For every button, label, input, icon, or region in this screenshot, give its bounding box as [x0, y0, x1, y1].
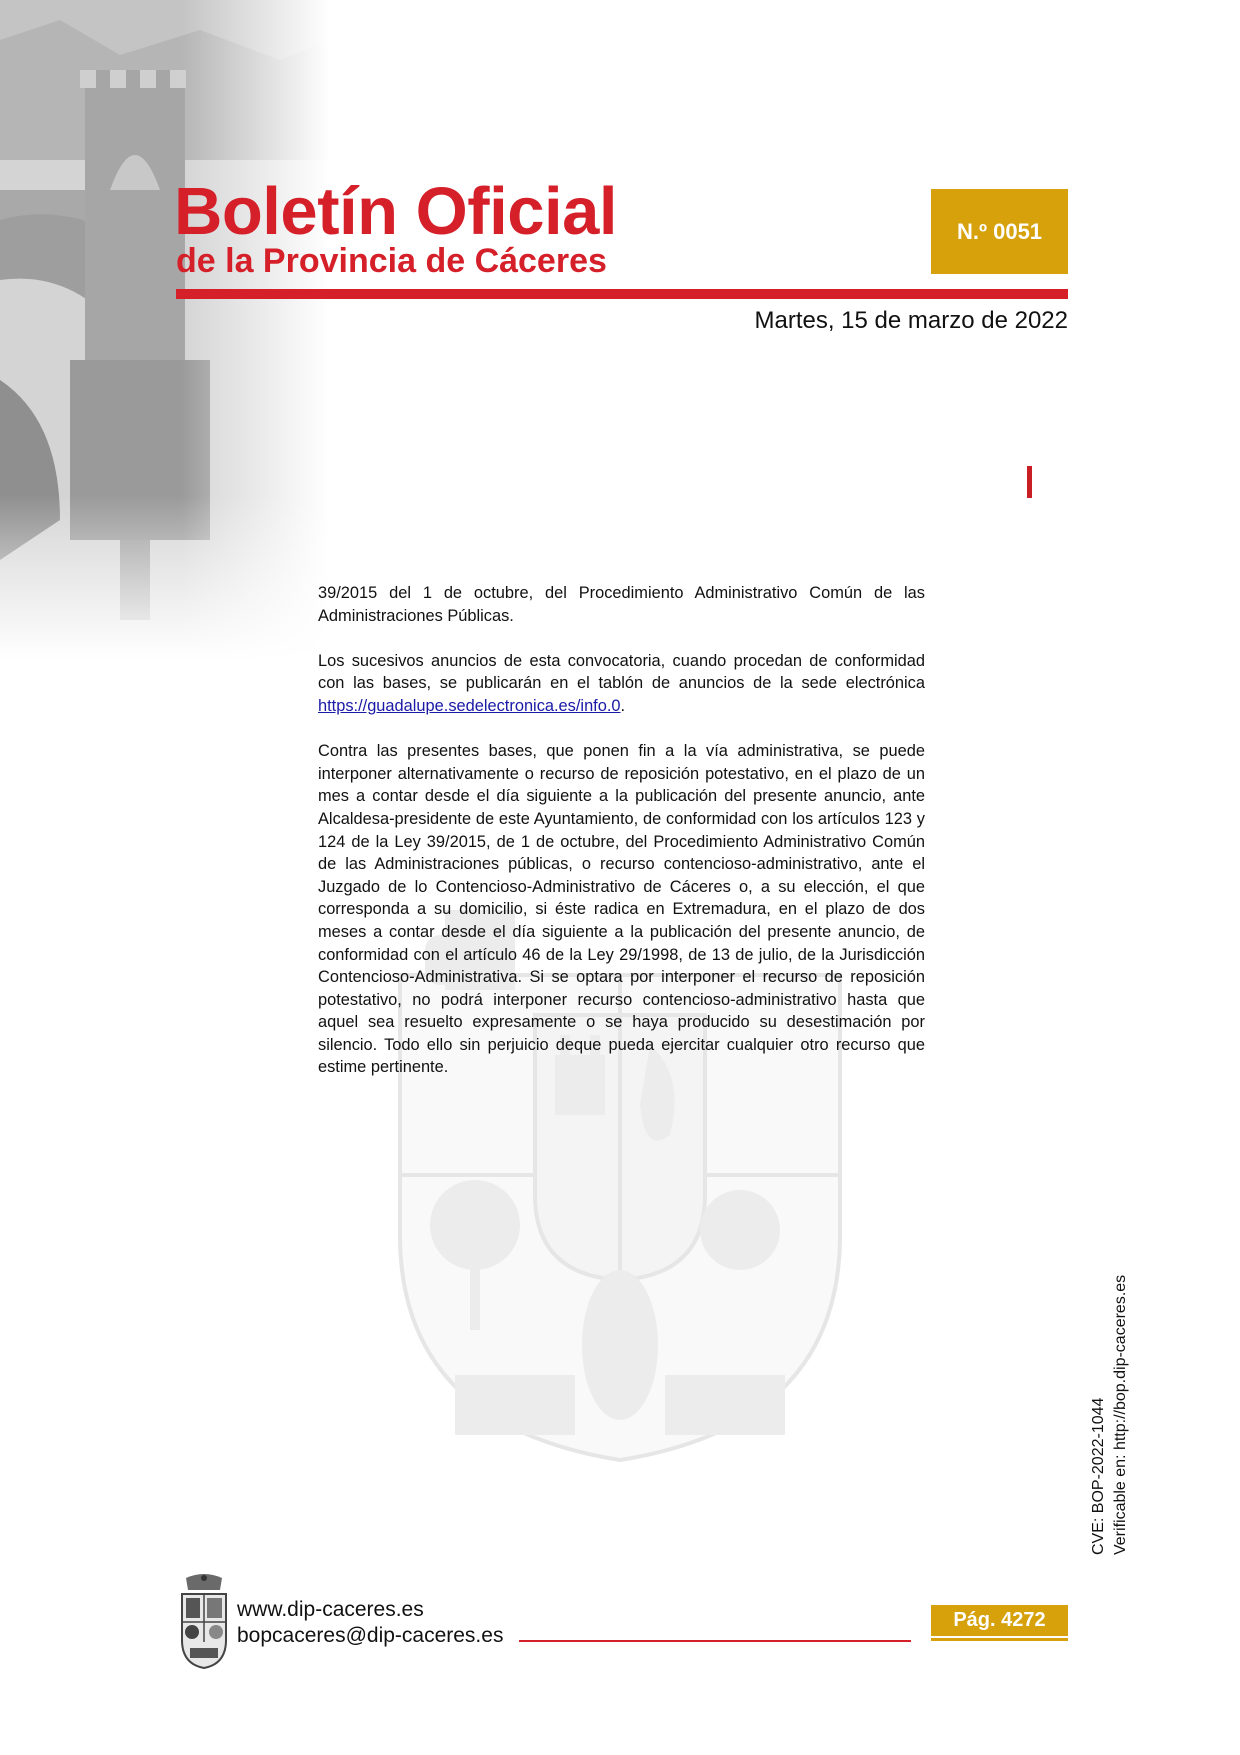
- footer-divider: [519, 1640, 911, 1642]
- footer-contact: [237, 1597, 503, 1649]
- header-background-photo: [0, 0, 330, 660]
- footer-email[interactable]: bopcaceres@dip-caceres.es: [237, 1624, 504, 1647]
- publication-title: Boletín Oficial: [174, 174, 617, 249]
- paragraph: [318, 650, 925, 718]
- page-number-badge: [931, 1605, 1068, 1636]
- issue-date: Martes, 15 de marzo de 2022: [754, 307, 1068, 334]
- sede-electronica-link[interactable]: https://guadalupe.sedelectronica.es/info.0: [318, 696, 621, 715]
- diputacion-logo: [176, 1572, 232, 1672]
- cve-code: CVE: BOP-2022-1044: [1090, 1397, 1107, 1555]
- paragraph-text: Los sucesivos anuncios de esta convocatoria, cuando procedan de conformidad con las bases, se publicarán en el tablón de anuncios de la sede electrónica: [318, 651, 925, 693]
- header-divider: [176, 289, 1068, 299]
- paragraph: 39/2015 del 1 de octubre, del Procedimiento Administrativo Común de las Administraciones Públicas.: [318, 584, 925, 625]
- page-badge-underline: [931, 1638, 1068, 1641]
- section-marker: [1027, 466, 1032, 498]
- verification-url: Verificable en: http://bop.dip-caceres.es: [1112, 1274, 1129, 1555]
- announcement-body: [318, 582, 925, 1102]
- issue-number-badge: [931, 189, 1068, 274]
- paragraph-text: .: [620, 696, 626, 715]
- verification-block: [1090, 1255, 1192, 1555]
- paragraph: Contra las presentes bases, que ponen fin a la vía administrativa, se puede interponer alternativamente o recurso de reposición potestativo, en el plazo de un mes a contar desde el día siguiente a la publicación del presente anuncio, ante Alcaldesa-presidente de este Ayuntamiento, de conformidad con los artículos 123 y 124 de la Ley 39/2015, de 1 de octubre, del Procedimiento Administrativo Común de las Administraciones públicas, o recurso contencioso-administrativo, ante el Juzgado de lo Contencioso-Administrativo de Cáceres o, a su elección, el que corresponda a su domicilio, si éste radica en Extremadura, en el plazo de dos meses a contar desde el día siguiente a la publicación del presente anuncio, de conformidad con el artículo 46 de la Ley 29/1998, de 13 de julio, de la Jurisdicción Contencioso-Administrativa. Si se optara por interponer el recurso de reposición potestativo, no podrá interponer recurso contencioso-administrativo hasta que aquel sea resuelto expresamente o se haya producido su desestimación por silencio. Todo ello sin perjuicio deque pueda ejercitar cualquier otro recurso que estime pertinente.: [318, 742, 925, 1077]
- verification-rotated: [1088, 1275, 1132, 1555]
- footer-website[interactable]: www.dip-caceres.es: [237, 1598, 424, 1621]
- page-number: Pág. 4272: [953, 1609, 1046, 1631]
- publication-subtitle: de la Provincia de Cáceres: [176, 242, 607, 280]
- issue-number: N.º 0051: [956, 218, 1043, 244]
